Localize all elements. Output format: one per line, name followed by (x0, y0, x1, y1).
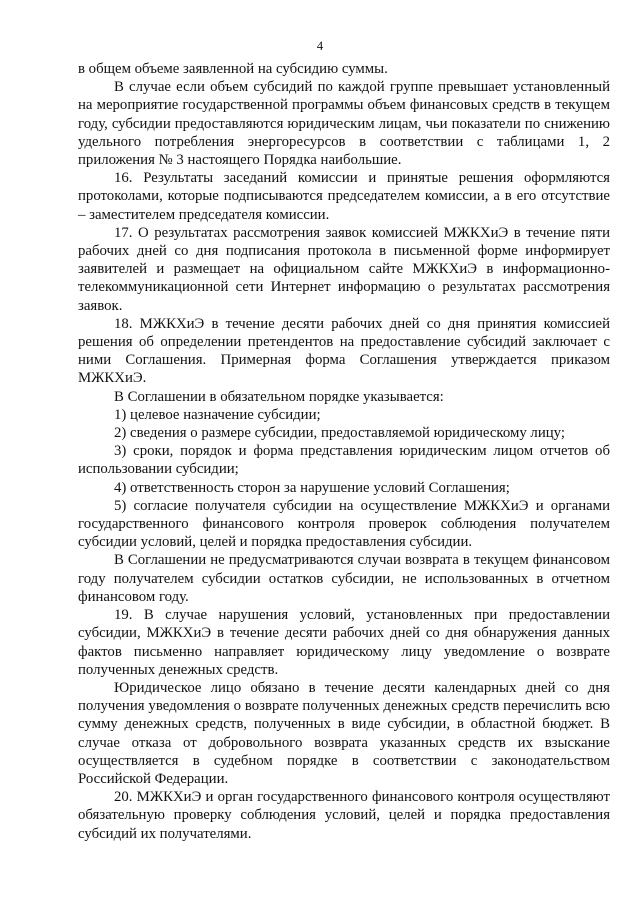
paragraph-item-19: 19. В случае нарушения условий, установленных при предоставлении субсидии, МЖКХиЭ в течение десяти рабочих дней со дня обнаружения данных фактов письменно направляет юридическому лицу уведомление о возврате полученных денежных средств. (78, 607, 610, 678)
paragraph-no-return: В Соглашении не предусматриваются случаи возврата в текущем финансовом году получателем субсидии остатков субсидии, не использованных в отчетном финансовом году. (78, 552, 610, 605)
paragraph-subsidy-excess: В случае если объем субсидий по каждой группе превышает установленный на мероприятие государственной программы объем финансовых средств в текущем году, субсидии предоставляются юридическим лицам, чьи показатели по снижению удельного потребления энергоресурсов в соответствии с таблицами 1, 2 приложения № 3 настоящего Порядка наибольшие. (78, 79, 610, 169)
list-item-2: 2) сведения о размере субсидии, предоставляемой юридическому лицу; (114, 425, 565, 442)
list-item-1: 1) целевое назначение субсидии; (114, 406, 321, 423)
paragraph-continuation: в общем объеме заявленной на субсидию суммы. (78, 61, 388, 77)
paragraph-item-17: 17. О результатах рассмотрения заявок комиссией МЖКХиЭ в течение пяти рабочих дней со дня подписания протокола в письменной форме информирует заявителей и размещает на официальном сайте МЖКХиЭ в информационно-телекоммуникационной сети Интернет информацию о результатах рассмотрения заявок. (78, 224, 610, 314)
page-number: 4 (316, 39, 324, 53)
list-item-4: 4) ответственность сторон за нарушение условий Соглашения; (114, 479, 510, 496)
paragraph-item-20: 20. МЖКХиЭ и орган государственного финансового контроля осуществляют обязательную проверку соблюдения условий, целей и порядка предоставления субсидий их получателями. (78, 789, 610, 842)
paragraph-item-18: 18. МЖКХиЭ в течение десяти рабочих дней со дня принятия комиссией решения об определении претендентов на предоставление субсидий заключает с ними Соглашения. Примерная форма Соглашения утверждается приказом МЖКХиЭ. (78, 315, 610, 387)
paragraph-item-16: 16. Результаты заседаний комиссии и принятые решения оформляются протоколами, которые подписываются председателем комиссии, а в его отсутствие – заместителем председателя комиссии. (78, 170, 610, 223)
body-text (78, 60, 610, 843)
list-item-5: 5) согласие получателя субсидии на осуществление МЖКХиЭ и органами государственного финансового контроля проверок соблюдения получателем субсидии условий, целей и порядка предоставления субсидии. (78, 497, 610, 551)
paragraph-agreement-intro: В Соглашении в обязательном порядке указывается: (114, 388, 444, 405)
list-item-3: 3) сроки, порядок и форма представления юридическим лицом отчетов об использовании субсидии; (78, 443, 610, 478)
paragraph-legal-entity-obligation: Юридическое лицо обязано в течение десяти календарных дней со дня получения уведомления о возврате полученных денежных средств перечислить всю сумму денежных средств, полученных в виде субсидии, в областной бюджет. В случае отказа от добровольного возврата указанных средств их взыскание осуществляется в судебном порядке в соответствии с законодательством Российской Федерации. (78, 679, 610, 787)
